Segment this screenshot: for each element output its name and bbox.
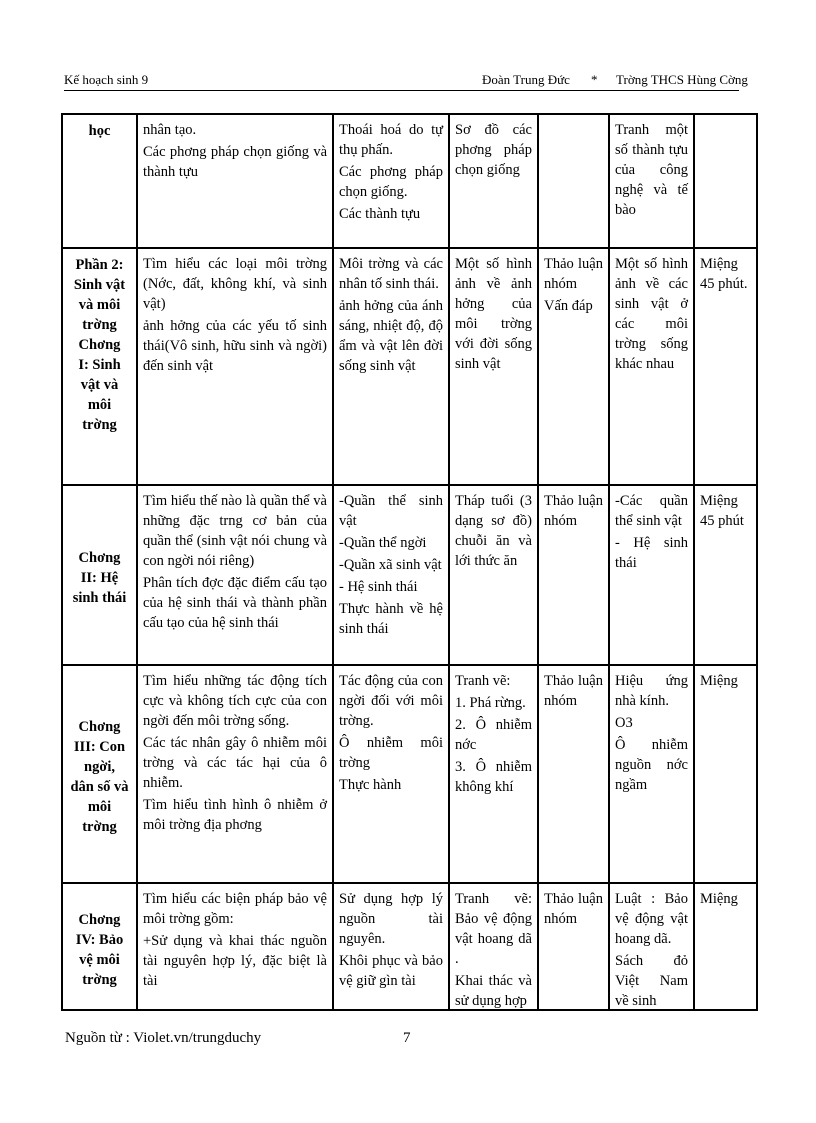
section-cell: [62, 485, 137, 665]
section-line: và môi: [78, 297, 121, 313]
test-line: Miệng 45 phút.: [700, 256, 748, 292]
materials-line: O3: [615, 715, 633, 731]
header-school: Trờng THCS Hùng Cờng: [616, 72, 748, 87]
section-line: dân số và: [70, 779, 129, 795]
section-line: trờng: [82, 317, 117, 333]
materials-cell: [609, 485, 694, 665]
section-line: III: Con: [73, 739, 126, 755]
knowledge-cell: [333, 665, 449, 883]
aids-cell: [449, 114, 538, 248]
aids-line: Tranh vẽ:: [455, 673, 511, 689]
test-cell: [694, 485, 757, 665]
knowledge-line: Các thành tựu: [339, 206, 421, 222]
test-cell: [694, 248, 757, 485]
materials-line: -Các quần thể sinh vật: [615, 493, 688, 529]
materials-line: Tranh một số thành tựu của công nghệ và tế bào: [615, 122, 688, 218]
test-cell: [694, 883, 757, 1010]
section-line: trờng: [82, 819, 117, 835]
knowledge-line: Thực hành về hệ sinh thái: [339, 601, 443, 637]
method-cell: [538, 248, 609, 485]
content-line: Tìm hiểu các biện pháp bảo vệ môi trờng gồm:: [143, 891, 327, 927]
knowledge-line: Khôi phục và bảo vệ giữ gìn tài: [339, 953, 443, 989]
section-line: vật và: [80, 377, 119, 393]
materials-line: Ô nhiễm nguồn nớc ngầm: [615, 737, 688, 793]
method-line: Vấn đáp: [544, 298, 593, 314]
section-line: II: Hệ: [80, 570, 119, 586]
content-line: nhân tạo.: [143, 122, 197, 138]
knowledge-line: -Quần thể ngời: [339, 535, 427, 551]
content-line: Tìm hiểu tình hình ô nhiễm ở môi trờng địa phơng: [143, 797, 327, 833]
section-line: I: Sinh: [78, 357, 121, 373]
header-separator: *: [591, 72, 598, 87]
test-line: Miệng: [700, 673, 738, 689]
content-cell: [137, 883, 333, 1010]
aids-line: 2. Ô nhiễm nớc: [455, 717, 532, 753]
materials-cell: [609, 665, 694, 883]
materials-cell: [609, 114, 694, 248]
knowledge-line: ảnh hởng của ánh sáng, nhiệt độ, độ ẩm và vật lên đời sống sinh vật: [339, 298, 443, 374]
content-line: Tìm hiểu các loại môi trờng (Nớc, đất, không khí, và sinh vật): [143, 256, 327, 312]
aids-cell: [449, 883, 538, 1010]
section-line: trờng: [82, 971, 117, 988]
content-line: +Sử dụng và khai thác nguồn tài nguyên hợp lý, đặc biệt là tài: [143, 933, 327, 989]
materials-line: Sách đỏ Việt Nam về sinh: [615, 953, 688, 1009]
knowledge-line: Tác động của con ngời đối với môi trờng.: [339, 673, 443, 729]
knowledge-cell: [333, 114, 449, 248]
aids-cell: [449, 665, 538, 883]
section-line: Chơng: [78, 337, 121, 353]
section-line: môi: [87, 397, 112, 413]
content-line: ảnh hởng của các yếu tố sinh thái(Vô sinh, hữu sinh và ngời) đến sinh vật: [143, 318, 327, 374]
table-row: [62, 665, 757, 883]
materials-line: Hiệu ứng nhà kính.: [615, 673, 688, 709]
test-line: Miệng: [700, 891, 738, 907]
section-line: Chơng: [78, 719, 121, 735]
section-line: vệ môi: [79, 951, 120, 968]
footer-source: Nguồn từ : Violet.vn/trungduchy: [65, 1030, 262, 1046]
aids-line: Tranh vẽ: Bảo vệ động vật hoang dã .: [455, 891, 532, 967]
aids-line: Tháp tuổi (3 dạng sơ đồ) chuỗi ăn và lới thức ăn: [455, 493, 532, 569]
content-line: Tìm hiểu những tác động tích cực và không tích cực của con ngời đến môi trờng sống.: [143, 673, 327, 729]
header-subject: Kế hoạch sinh 9: [64, 72, 149, 87]
section-cell: [62, 248, 137, 485]
section-line: Chơng: [78, 911, 121, 928]
method-line: Thảo luận nhóm: [544, 891, 603, 927]
method-cell: [538, 665, 609, 883]
table-row: [62, 485, 757, 665]
content-cell: [137, 248, 333, 485]
materials-line: Một số hình ảnh về các sinh vật ở các môi trờng sống khác nhau: [615, 256, 688, 372]
section-line: học: [88, 123, 111, 139]
knowledge-line: Thoái hoá do tự thụ phấn.: [339, 122, 443, 158]
materials-line: Luật : Bảo vệ động vật hoang dã.: [615, 891, 688, 947]
knowledge-line: Sử dụng hợp lý nguồn tài nguyên.: [339, 891, 443, 947]
method-cell: [538, 883, 609, 1010]
materials-cell: [609, 248, 694, 485]
table-row: [62, 883, 757, 1010]
content-line: Tìm hiểu thế nào là quần thể và những đặc trng cơ bản của quần thể (sinh vật nói chung và con ngời nói riêng): [143, 493, 327, 569]
knowledge-cell: [333, 485, 449, 665]
section-line: Phần 2:: [75, 257, 124, 273]
aids-line: 1. Phá rừng.: [455, 695, 526, 711]
content-cell: [137, 485, 333, 665]
section-cell: [62, 665, 137, 883]
materials-cell: [609, 883, 694, 1010]
section-cell: [62, 883, 137, 1010]
knowledge-line: Các phơng pháp chọn giống.: [339, 164, 443, 200]
content-cell: [137, 114, 333, 248]
section-line: ngời,: [84, 759, 115, 775]
aids-cell: [449, 485, 538, 665]
knowledge-line: -Quần xã sinh vật: [339, 557, 442, 573]
aids-cell: [449, 248, 538, 485]
content-line: Các tác nhân gây ô nhiễm môi trờng và các tác hại của ô nhiễm.: [143, 735, 327, 791]
method-line: Thảo luận nhóm: [544, 673, 603, 709]
content-line: Các phơng pháp chọn giống và thành tựu: [143, 144, 327, 180]
table-row: [62, 248, 757, 485]
lesson-plan-table: [61, 113, 758, 1011]
header-author: Đoàn Trung Đức: [482, 72, 570, 87]
test-cell: [694, 114, 757, 248]
section-line: môi: [87, 799, 112, 815]
knowledge-line: Thực hành: [339, 777, 402, 793]
test-cell: [694, 665, 757, 883]
section-line: trờng: [82, 417, 117, 433]
method-cell: [538, 114, 609, 248]
knowledge-cell: [333, 883, 449, 1010]
materials-line: - Hệ sinh thái: [615, 535, 688, 571]
method-line: Thảo luận nhóm: [544, 256, 603, 292]
table-body: [62, 114, 757, 1010]
content-cell: [137, 665, 333, 883]
aids-line: Sơ đồ các phơng pháp chọn giống: [455, 122, 532, 178]
method-line: Thảo luận nhóm: [544, 493, 603, 529]
knowledge-line: Môi trờng và các nhân tố sinh thái.: [339, 256, 443, 292]
page-number: 7: [403, 1030, 411, 1046]
section-line: Sinh vật: [73, 277, 126, 293]
aids-line: Khai thác và sử dụng hợp: [455, 973, 532, 1009]
knowledge-line: - Hệ sinh thái: [339, 579, 418, 595]
section-cell: [62, 114, 137, 248]
method-cell: [538, 485, 609, 665]
aids-line: 3. Ô nhiễm không khí: [455, 759, 532, 795]
page-header: [64, 66, 748, 91]
table-row: [62, 114, 757, 248]
section-line: sinh thái: [72, 590, 127, 606]
knowledge-line: -Quần thể sinh vật: [339, 493, 443, 529]
section-line: Chơng: [78, 550, 121, 566]
test-line: Miệng 45 phút: [700, 493, 744, 529]
knowledge-cell: [333, 248, 449, 485]
aids-line: Một số hình ảnh về ảnh hởng của môi trờng với đời sống sinh vật: [455, 256, 532, 372]
knowledge-line: Ô nhiễm môi trờng: [339, 735, 443, 771]
content-line: Phân tích đợc đặc điểm cấu tạo của hệ sinh thái và thành phần cấu tạo của hệ sinh thái: [143, 575, 327, 631]
section-line: IV: Bảo: [75, 931, 124, 948]
